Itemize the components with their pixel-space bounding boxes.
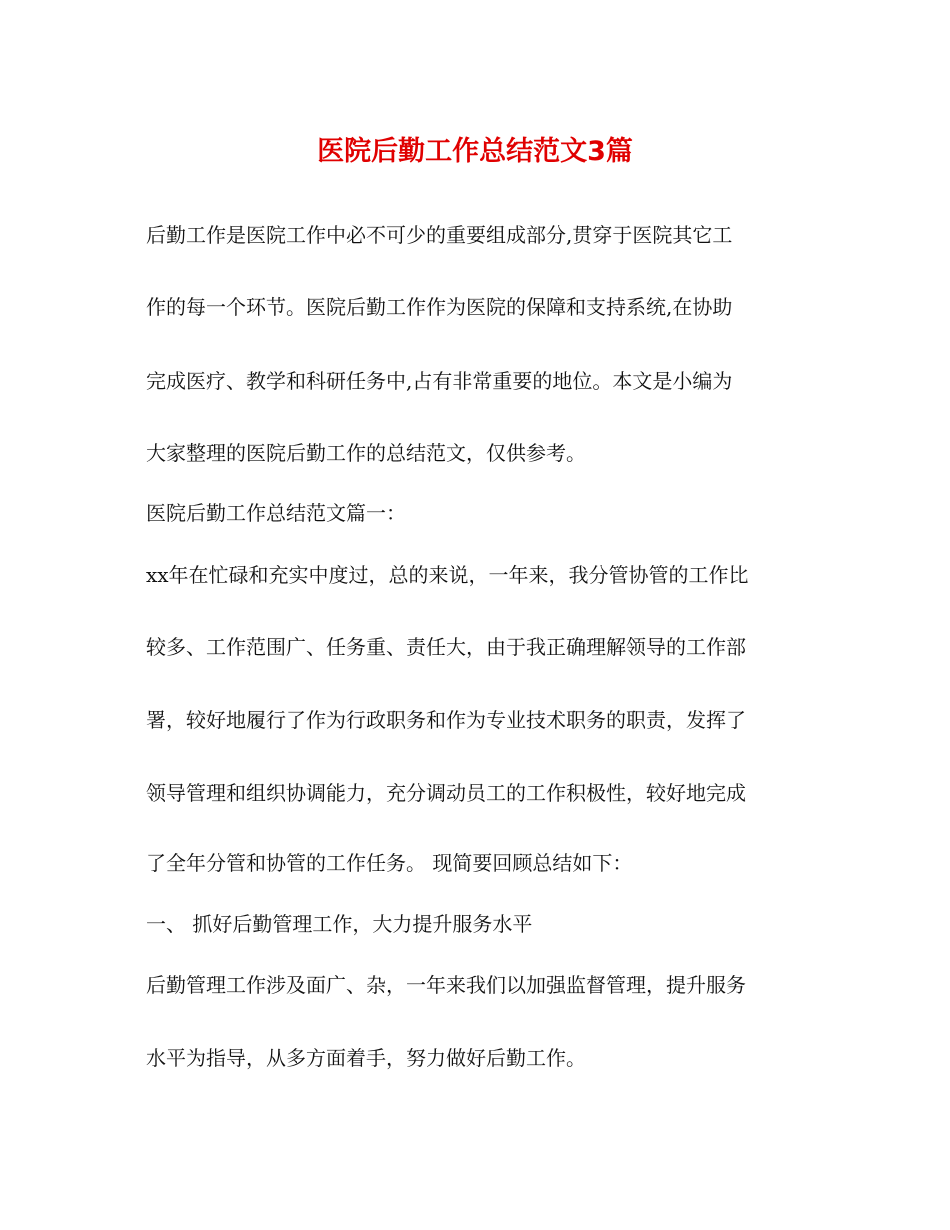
paragraph-line: 较多、工作范围广、任务重、责任大，由于我正确理解领导的工作部	[146, 635, 746, 659]
paragraph-line: 了全年分管和协管的工作任务。 现简要回顾总结如下：	[146, 851, 633, 875]
subsection-heading: 一、 抓好后勤管理工作，大力提升服务水平	[146, 912, 533, 936]
section-heading: 医院后勤工作总结范文篇一：	[146, 501, 406, 525]
paragraph-line: 后勤管理工作涉及面广、杂，一年来我们以加强监督管理，提升服务	[146, 973, 746, 997]
paragraph-line: 完成医疗、教学和科研任务中,占有非常重要的地位。本文是小编为	[146, 369, 733, 393]
paragraph-line: 领导管理和组织协调能力，充分调动员工的工作积极性，较好地完成	[146, 781, 746, 805]
paragraph-line: 署，较好地履行了作为行政职务和作为专业技术职务的职责，发挥了	[146, 708, 746, 732]
paragraph-line: 水平为指导，从多方面着手，努力做好后勤工作。	[146, 1046, 586, 1070]
paragraph-line: 作的每一个环节。医院后勤工作作为医院的保障和支持系统,在协助	[146, 295, 733, 319]
paragraph-line: 大家整理的医院后勤工作的总结范文，仅供参考。	[146, 441, 586, 465]
paragraph-line: 后勤工作是医院工作中必不可少的重要组成部分,贯穿于医院其它工	[146, 223, 733, 247]
page-title: 医院后勤工作总结范文3篇	[317, 136, 633, 167]
paragraph-line: xx年在忙碌和充实中度过，总的来说，一年来，我分管协管的工作比	[146, 563, 749, 587]
